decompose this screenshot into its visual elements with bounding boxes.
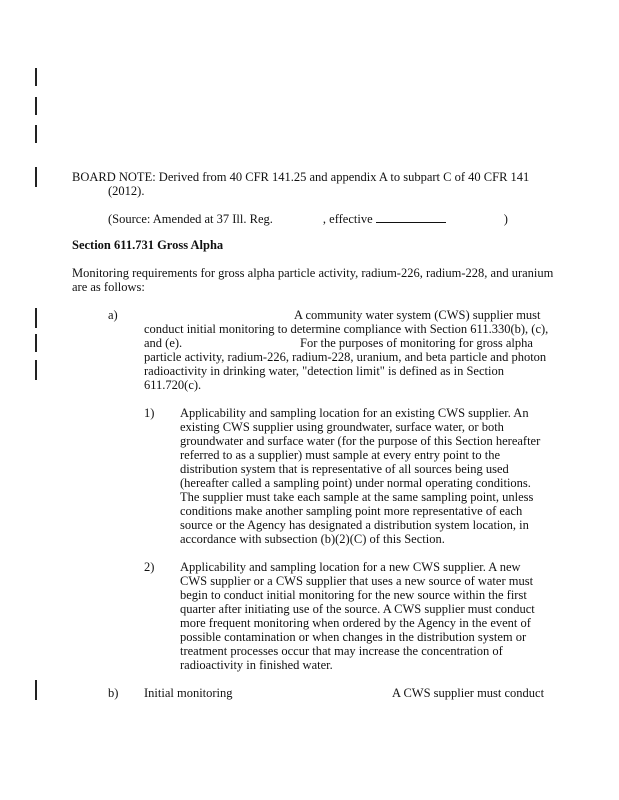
subsection-a-line-1: A community water system (CWS) supplier must — [294, 308, 541, 322]
item-2-line-2: CWS supplier or a CWS supplier that uses a new source of water must — [180, 574, 534, 588]
subsection-a-line-2: conduct initial monitoring to determine compliance with Section 611.330(b), (c), — [144, 322, 549, 336]
item-2-line-4: quarter after initiating use of the source. A CWS supplier must conduct — [180, 602, 535, 616]
item-2-line-6: possible contamination or when changes in the distribution system or — [180, 630, 527, 644]
item-2-line-5: more frequent monitoring when ordered by the Agency in the event of — [180, 616, 531, 630]
item-1-line-3: groundwater and surface water (for the purpose of this Section hereafter — [180, 434, 541, 448]
item-2-label: 2) — [144, 560, 155, 574]
subsection-b-label: b) — [108, 686, 119, 700]
subsection-b-left: Initial monitoring — [144, 686, 233, 700]
item-2-line-8: radioactivity in finished water. — [180, 658, 333, 672]
board-note-line-2: (2012). — [108, 184, 145, 198]
source-note-prefix: (Source: Amended at 37 Ill. Reg. — [108, 212, 273, 226]
change-bar — [35, 167, 37, 187]
item-1-line-10: accordance with subsection (b)(2)(C) of this Section. — [180, 532, 445, 546]
item-1-line-4: referred to as a supplier) must sample at every entry point to the — [180, 448, 501, 462]
subsection-a-line-7: 611.720(c). — [144, 378, 202, 392]
item-1-line-8: conditions make another sampling point more representative of each — [180, 504, 523, 518]
item-1-line-5: distribution system that is representative of all sources being used — [180, 462, 509, 476]
item-1-line-1: Applicability and sampling location for an existing CWS supplier. An — [180, 406, 529, 420]
item-1-line-9: source or the Agency has designated a distribution system location, in — [180, 518, 529, 532]
item-1-line-2: existing CWS supplier using groundwater, surface water, or both — [180, 420, 504, 434]
change-bar — [35, 334, 37, 352]
change-bar — [35, 68, 37, 86]
subsection-a-label: a) — [108, 308, 118, 322]
subsection-a-line-6: radioactivity in drinking water, "detection limit" is defined as in Section — [144, 364, 504, 378]
source-note — [108, 211, 508, 227]
change-bar — [35, 680, 37, 700]
source-note-effective: , effective — [322, 212, 373, 226]
source-note-close: ) — [503, 212, 508, 226]
item-1-line-7: The supplier must take each sample at the same sampling point, unless — [180, 490, 534, 504]
item-1-label: 1) — [144, 406, 155, 420]
subsection-a-line-4: For the purposes of monitoring for gross alpha — [300, 336, 533, 350]
section-heading: Section 611.731 Gross Alpha — [72, 238, 224, 252]
item-2-line-7: treatment processes occur that may increase the concentration of — [180, 644, 503, 658]
intro-line-1: Monitoring requirements for gross alpha particle activity, radium-226, radium-228, and uranium — [72, 266, 554, 280]
item-1-line-6: (hereafter called a sampling point) under normal operating conditions. — [180, 476, 531, 490]
subsection-b-right: A CWS supplier must conduct — [392, 686, 545, 700]
subsection-a-line-5: particle activity, radium-226, radium-228, uranium, and beta particle and photon — [144, 350, 547, 364]
subsection-a-line-3: and (e). — [144, 336, 183, 350]
effective-date-blank — [376, 211, 446, 223]
change-bar — [35, 308, 37, 328]
change-bar — [35, 97, 37, 115]
item-2-line-3: begin to conduct initial monitoring for the new source within the first — [180, 588, 527, 602]
change-bar — [35, 125, 37, 143]
change-bar — [35, 360, 37, 380]
item-2-line-1: Applicability and sampling location for a new CWS supplier. A new — [180, 560, 521, 574]
board-note-line-1: BOARD NOTE: Derived from 40 CFR 141.25 and appendix A to subpart C of 40 CFR 141 — [72, 170, 530, 184]
intro-line-2: are as follows: — [72, 280, 145, 294]
